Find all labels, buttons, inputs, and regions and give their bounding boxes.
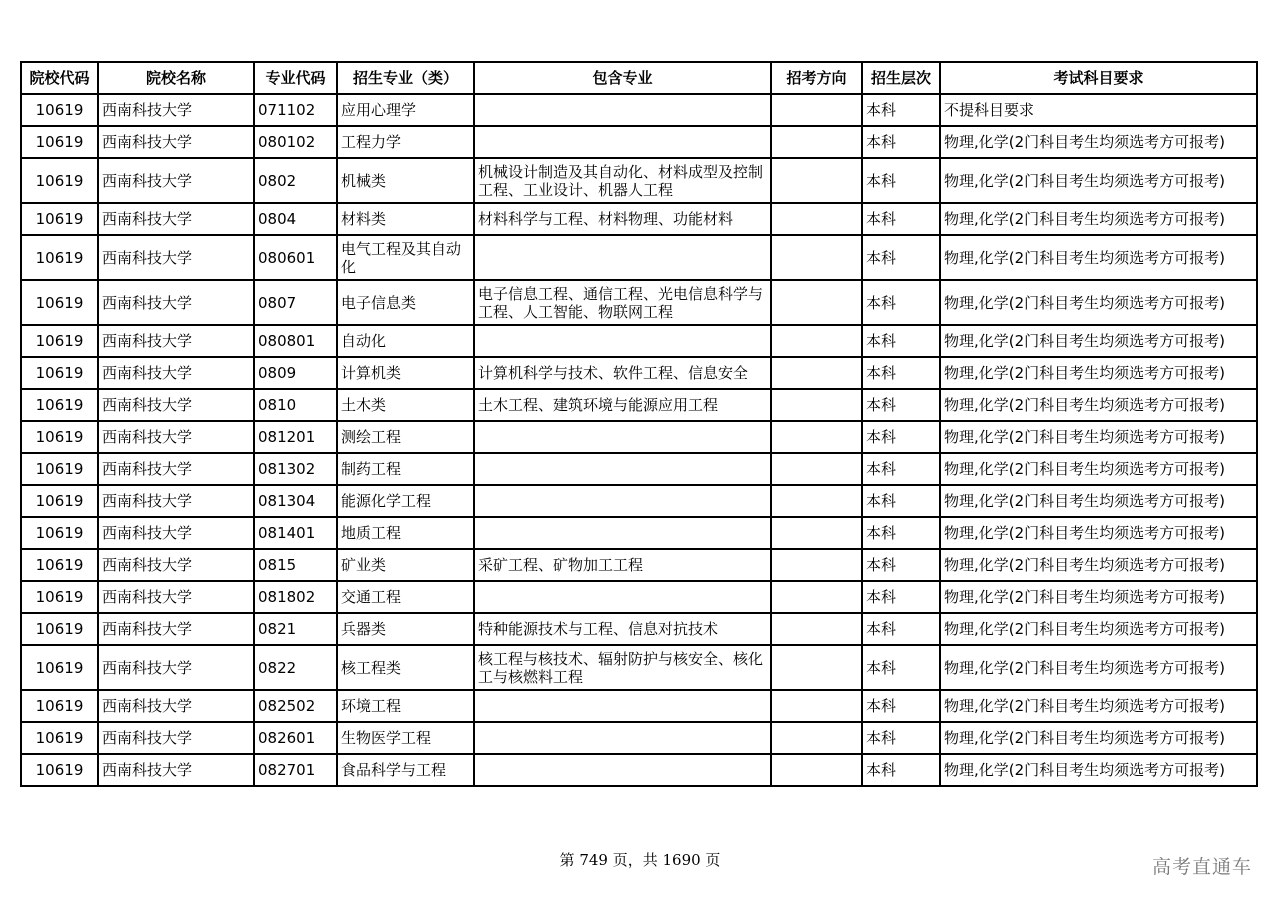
table-row bbox=[21, 389, 1257, 421]
cell-school-name: 西南科技大学 bbox=[98, 357, 254, 389]
cell-level: 本科 bbox=[862, 613, 940, 645]
cell-school-code: 10619 bbox=[21, 421, 98, 453]
cell-subject-requirement: 物理,化学(2门科目考生均须选考方可报考) bbox=[940, 280, 1257, 325]
cell-included-majors: 核工程与核技术、辐射防护与核安全、核化工与核燃料工程 bbox=[474, 645, 771, 690]
cell-school-code: 10619 bbox=[21, 203, 98, 235]
cell-school-code: 10619 bbox=[21, 517, 98, 549]
cell-school-name: 西南科技大学 bbox=[98, 389, 254, 421]
cell-major-name: 制药工程 bbox=[337, 453, 474, 485]
cell-school-name: 西南科技大学 bbox=[98, 325, 254, 357]
cell-direction bbox=[771, 549, 862, 581]
header-major-code: 专业代码 bbox=[254, 62, 337, 94]
cell-subject-requirement: 物理,化学(2门科目考生均须选考方可报考) bbox=[940, 389, 1257, 421]
cell-level: 本科 bbox=[862, 645, 940, 690]
cell-subject-requirement: 物理,化学(2门科目考生均须选考方可报考) bbox=[940, 453, 1257, 485]
cell-subject-requirement: 物理,化学(2门科目考生均须选考方可报考) bbox=[940, 421, 1257, 453]
cell-included-majors: 材料科学与工程、材料物理、功能材料 bbox=[474, 203, 771, 235]
cell-major-name: 地质工程 bbox=[337, 517, 474, 549]
cell-major-code: 082502 bbox=[254, 690, 337, 722]
cell-subject-requirement: 物理,化学(2门科目考生均须选考方可报考) bbox=[940, 126, 1257, 158]
table-row bbox=[21, 722, 1257, 754]
cell-direction bbox=[771, 453, 862, 485]
cell-major-name: 机械类 bbox=[337, 158, 474, 203]
cell-school-name: 西南科技大学 bbox=[98, 645, 254, 690]
cell-school-code: 10619 bbox=[21, 613, 98, 645]
cell-school-name: 西南科技大学 bbox=[98, 203, 254, 235]
cell-school-code: 10619 bbox=[21, 126, 98, 158]
cell-major-code: 071102 bbox=[254, 94, 337, 126]
cell-major-name: 工程力学 bbox=[337, 126, 474, 158]
cell-direction bbox=[771, 645, 862, 690]
table-row bbox=[21, 203, 1257, 235]
table-row bbox=[21, 613, 1257, 645]
cell-major-name: 环境工程 bbox=[337, 690, 474, 722]
cell-major-code: 0802 bbox=[254, 158, 337, 203]
cell-subject-requirement: 物理,化学(2门科目考生均须选考方可报考) bbox=[940, 235, 1257, 280]
header-included-majors: 包含专业 bbox=[474, 62, 771, 94]
cell-major-code: 082601 bbox=[254, 722, 337, 754]
cell-direction bbox=[771, 357, 862, 389]
cell-subject-requirement: 物理,化学(2门科目考生均须选考方可报考) bbox=[940, 357, 1257, 389]
cell-direction bbox=[771, 690, 862, 722]
cell-major-name: 应用心理学 bbox=[337, 94, 474, 126]
cell-included-majors bbox=[474, 722, 771, 754]
cell-level: 本科 bbox=[862, 485, 940, 517]
cell-level: 本科 bbox=[862, 94, 940, 126]
table-row bbox=[21, 357, 1257, 389]
table-row bbox=[21, 94, 1257, 126]
cell-school-name: 西南科技大学 bbox=[98, 722, 254, 754]
cell-included-majors bbox=[474, 754, 771, 786]
cell-subject-requirement: 物理,化学(2门科目考生均须选考方可报考) bbox=[940, 690, 1257, 722]
header-row bbox=[21, 62, 1257, 94]
page-number: 第 749 页，共 1690 页 bbox=[559, 851, 721, 869]
cell-included-majors bbox=[474, 690, 771, 722]
cell-subject-requirement: 物理,化学(2门科目考生均须选考方可报考) bbox=[940, 754, 1257, 786]
cell-level: 本科 bbox=[862, 421, 940, 453]
cell-subject-requirement: 物理,化学(2门科目考生均须选考方可报考) bbox=[940, 722, 1257, 754]
table-row bbox=[21, 126, 1257, 158]
table-row bbox=[21, 235, 1257, 280]
cell-included-majors bbox=[474, 126, 771, 158]
cell-school-code: 10619 bbox=[21, 94, 98, 126]
cell-school-code: 10619 bbox=[21, 581, 98, 613]
cell-level: 本科 bbox=[862, 453, 940, 485]
cell-level: 本科 bbox=[862, 690, 940, 722]
cell-major-code: 0821 bbox=[254, 613, 337, 645]
cell-direction bbox=[771, 126, 862, 158]
table-row bbox=[21, 485, 1257, 517]
table-body bbox=[21, 94, 1257, 786]
cell-subject-requirement: 不提科目要求 bbox=[940, 94, 1257, 126]
cell-subject-requirement: 物理,化学(2门科目考生均须选考方可报考) bbox=[940, 613, 1257, 645]
cell-direction bbox=[771, 158, 862, 203]
cell-direction bbox=[771, 517, 862, 549]
cell-major-name: 生物医学工程 bbox=[337, 722, 474, 754]
cell-included-majors: 电子信息工程、通信工程、光电信息科学与工程、人工智能、物联网工程 bbox=[474, 280, 771, 325]
cell-school-name: 西南科技大学 bbox=[98, 517, 254, 549]
cell-school-code: 10619 bbox=[21, 754, 98, 786]
cell-school-code: 10619 bbox=[21, 645, 98, 690]
cell-level: 本科 bbox=[862, 754, 940, 786]
cell-level: 本科 bbox=[862, 325, 940, 357]
cell-major-name: 能源化学工程 bbox=[337, 485, 474, 517]
cell-level: 本科 bbox=[862, 517, 940, 549]
cell-level: 本科 bbox=[862, 389, 940, 421]
cell-direction bbox=[771, 421, 862, 453]
cell-major-name: 土木类 bbox=[337, 389, 474, 421]
cell-school-name: 西南科技大学 bbox=[98, 126, 254, 158]
cell-major-code: 080601 bbox=[254, 235, 337, 280]
cell-included-majors: 计算机科学与技术、软件工程、信息安全 bbox=[474, 357, 771, 389]
cell-school-code: 10619 bbox=[21, 357, 98, 389]
cell-school-code: 10619 bbox=[21, 485, 98, 517]
cell-direction bbox=[771, 754, 862, 786]
cell-level: 本科 bbox=[862, 357, 940, 389]
cell-direction bbox=[771, 613, 862, 645]
cell-school-code: 10619 bbox=[21, 690, 98, 722]
cell-direction bbox=[771, 203, 862, 235]
cell-major-name: 自动化 bbox=[337, 325, 474, 357]
cell-school-name: 西南科技大学 bbox=[98, 453, 254, 485]
cell-major-code: 0822 bbox=[254, 645, 337, 690]
table-row bbox=[21, 517, 1257, 549]
cell-major-code: 082701 bbox=[254, 754, 337, 786]
cell-direction bbox=[771, 235, 862, 280]
header-major-name: 招生专业（类） bbox=[337, 62, 474, 94]
cell-subject-requirement: 物理,化学(2门科目考生均须选考方可报考) bbox=[940, 325, 1257, 357]
cell-included-majors bbox=[474, 485, 771, 517]
cell-included-majors: 土木工程、建筑环境与能源应用工程 bbox=[474, 389, 771, 421]
cell-included-majors bbox=[474, 581, 771, 613]
cell-subject-requirement: 物理,化学(2门科目考生均须选考方可报考) bbox=[940, 203, 1257, 235]
cell-direction bbox=[771, 485, 862, 517]
table-row bbox=[21, 549, 1257, 581]
cell-direction bbox=[771, 722, 862, 754]
cell-school-name: 西南科技大学 bbox=[98, 754, 254, 786]
cell-school-code: 10619 bbox=[21, 453, 98, 485]
cell-school-code: 10619 bbox=[21, 280, 98, 325]
header-school-name: 院校名称 bbox=[98, 62, 254, 94]
cell-major-name: 核工程类 bbox=[337, 645, 474, 690]
cell-school-name: 西南科技大学 bbox=[98, 690, 254, 722]
cell-major-code: 081401 bbox=[254, 517, 337, 549]
cell-school-code: 10619 bbox=[21, 235, 98, 280]
cell-school-name: 西南科技大学 bbox=[98, 235, 254, 280]
cell-subject-requirement: 物理,化学(2门科目考生均须选考方可报考) bbox=[940, 581, 1257, 613]
table-row bbox=[21, 325, 1257, 357]
table-row bbox=[21, 453, 1257, 485]
header-level: 招生层次 bbox=[862, 62, 940, 94]
cell-school-name: 西南科技大学 bbox=[98, 94, 254, 126]
table-row bbox=[21, 645, 1257, 690]
cell-included-majors bbox=[474, 94, 771, 126]
cell-direction bbox=[771, 94, 862, 126]
cell-school-name: 西南科技大学 bbox=[98, 421, 254, 453]
cell-major-code: 080801 bbox=[254, 325, 337, 357]
cell-major-name: 电子信息类 bbox=[337, 280, 474, 325]
cell-level: 本科 bbox=[862, 235, 940, 280]
cell-major-name: 计算机类 bbox=[337, 357, 474, 389]
cell-major-name: 测绘工程 bbox=[337, 421, 474, 453]
cell-major-code: 080102 bbox=[254, 126, 337, 158]
cell-level: 本科 bbox=[862, 158, 940, 203]
watermark-text: 高考直通车 bbox=[1151, 856, 1252, 878]
cell-school-name: 西南科技大学 bbox=[98, 549, 254, 581]
cell-included-majors bbox=[474, 421, 771, 453]
cell-school-name: 西南科技大学 bbox=[98, 613, 254, 645]
cell-major-code: 081802 bbox=[254, 581, 337, 613]
cell-subject-requirement: 物理,化学(2门科目考生均须选考方可报考) bbox=[940, 549, 1257, 581]
cell-level: 本科 bbox=[862, 581, 940, 613]
cell-school-code: 10619 bbox=[21, 549, 98, 581]
cell-school-code: 10619 bbox=[21, 158, 98, 203]
cell-school-name: 西南科技大学 bbox=[98, 485, 254, 517]
cell-major-code: 0815 bbox=[254, 549, 337, 581]
cell-major-code: 081304 bbox=[254, 485, 337, 517]
cell-subject-requirement: 物理,化学(2门科目考生均须选考方可报考) bbox=[940, 645, 1257, 690]
table-row bbox=[21, 280, 1257, 325]
cell-included-majors: 特种能源技术与工程、信息对抗技术 bbox=[474, 613, 771, 645]
cell-major-code: 0810 bbox=[254, 389, 337, 421]
cell-included-majors bbox=[474, 517, 771, 549]
cell-included-majors bbox=[474, 235, 771, 280]
cell-level: 本科 bbox=[862, 549, 940, 581]
cell-school-code: 10619 bbox=[21, 722, 98, 754]
cell-major-code: 0807 bbox=[254, 280, 337, 325]
table-row bbox=[21, 754, 1257, 786]
admission-table bbox=[20, 61, 1258, 787]
cell-school-code: 10619 bbox=[21, 389, 98, 421]
cell-major-code: 081201 bbox=[254, 421, 337, 453]
cell-school-name: 西南科技大学 bbox=[98, 158, 254, 203]
cell-included-majors bbox=[474, 453, 771, 485]
cell-included-majors: 采矿工程、矿物加工工程 bbox=[474, 549, 771, 581]
cell-level: 本科 bbox=[862, 203, 940, 235]
cell-major-name: 交通工程 bbox=[337, 581, 474, 613]
cell-level: 本科 bbox=[862, 722, 940, 754]
table-row bbox=[21, 421, 1257, 453]
cell-subject-requirement: 物理,化学(2门科目考生均须选考方可报考) bbox=[940, 517, 1257, 549]
cell-included-majors: 机械设计制造及其自动化、材料成型及控制工程、工业设计、机器人工程 bbox=[474, 158, 771, 203]
table-row bbox=[21, 690, 1257, 722]
cell-direction bbox=[771, 280, 862, 325]
cell-subject-requirement: 物理,化学(2门科目考生均须选考方可报考) bbox=[940, 158, 1257, 203]
cell-subject-requirement: 物理,化学(2门科目考生均须选考方可报考) bbox=[940, 485, 1257, 517]
cell-major-name: 电气工程及其自动化 bbox=[337, 235, 474, 280]
cell-major-name: 材料类 bbox=[337, 203, 474, 235]
cell-school-name: 西南科技大学 bbox=[98, 280, 254, 325]
cell-major-name: 矿业类 bbox=[337, 549, 474, 581]
cell-school-name: 西南科技大学 bbox=[98, 581, 254, 613]
cell-major-code: 081302 bbox=[254, 453, 337, 485]
cell-included-majors bbox=[474, 325, 771, 357]
cell-major-name: 食品科学与工程 bbox=[337, 754, 474, 786]
cell-major-code: 0809 bbox=[254, 357, 337, 389]
cell-direction bbox=[771, 389, 862, 421]
cell-level: 本科 bbox=[862, 126, 940, 158]
cell-school-code: 10619 bbox=[21, 325, 98, 357]
table-row bbox=[21, 581, 1257, 613]
header-school-code: 院校代码 bbox=[21, 62, 98, 94]
cell-major-code: 0804 bbox=[254, 203, 337, 235]
cell-direction bbox=[771, 581, 862, 613]
header-subject-requirement: 考试科目要求 bbox=[940, 62, 1257, 94]
table-row bbox=[21, 158, 1257, 203]
header-direction: 招考方向 bbox=[771, 62, 862, 94]
cell-level: 本科 bbox=[862, 280, 940, 325]
cell-direction bbox=[771, 325, 862, 357]
cell-major-name: 兵器类 bbox=[337, 613, 474, 645]
